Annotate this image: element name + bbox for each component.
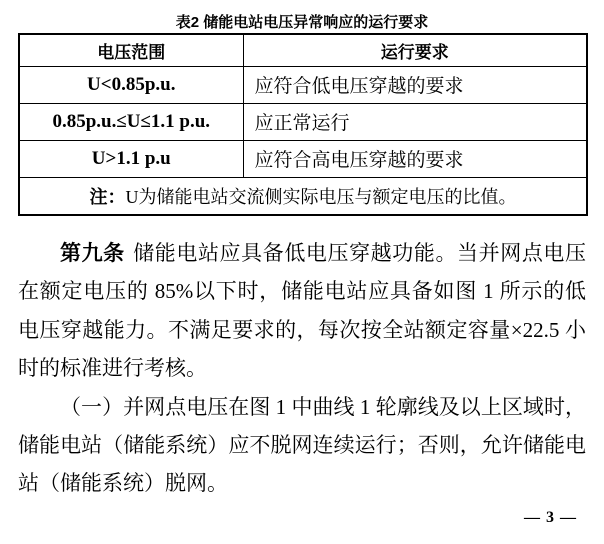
voltage-range-cell: U<0.85p.u.	[19, 66, 243, 103]
table-row-low-voltage	[19, 66, 587, 103]
paragraph-article-9	[18, 234, 586, 388]
page-number: — 3 —	[524, 509, 577, 526]
requirement-cell: 应符合低电压穿越的要求	[243, 66, 587, 103]
table-note-row	[19, 177, 587, 215]
header-voltage-range: 电压范围	[19, 34, 243, 66]
table-row-normal-voltage	[19, 103, 587, 140]
table-row-high-voltage	[19, 140, 587, 177]
requirement-cell: 应符合高电压穿越的要求	[243, 140, 587, 177]
paragraph-item-1: （一）并网点电压在图 1 中曲线 1 轮廓线及以上区域时，储能电站（储能系统）应不脱网连续运行；否则，允许储能电站（储能系统）脱网。	[18, 394, 586, 496]
article-body	[18, 234, 586, 503]
table-caption: 表2 储能电站电压异常响应的运行要求	[175, 14, 429, 31]
article-9-text: 储能电站应具备低电压穿越功能。当并网点电压在额定电压的 85%以下时，储能电站应具备如图 1 所示的低电压穿越能力。不满足要求的，每次按全站额定容量×22.5 小时的标准进行考核。	[18, 241, 587, 381]
header-operation-requirement: 运行要求	[243, 34, 587, 66]
voltage-requirements-table	[18, 33, 588, 216]
voltage-range-cell: U>1.1 p.u	[19, 140, 243, 177]
note-label: 注：	[89, 186, 126, 207]
table-note-cell	[19, 177, 587, 215]
requirement-cell: 应正常运行	[243, 103, 587, 140]
note-text: U为储能电站交流侧实际电压与额定电压的比值。	[125, 186, 517, 207]
table-header-row	[19, 34, 587, 66]
article-number-label: 第九条	[60, 241, 125, 265]
voltage-range-cell: 0.85p.u.≤U≤1.1 p.u.	[19, 103, 243, 140]
